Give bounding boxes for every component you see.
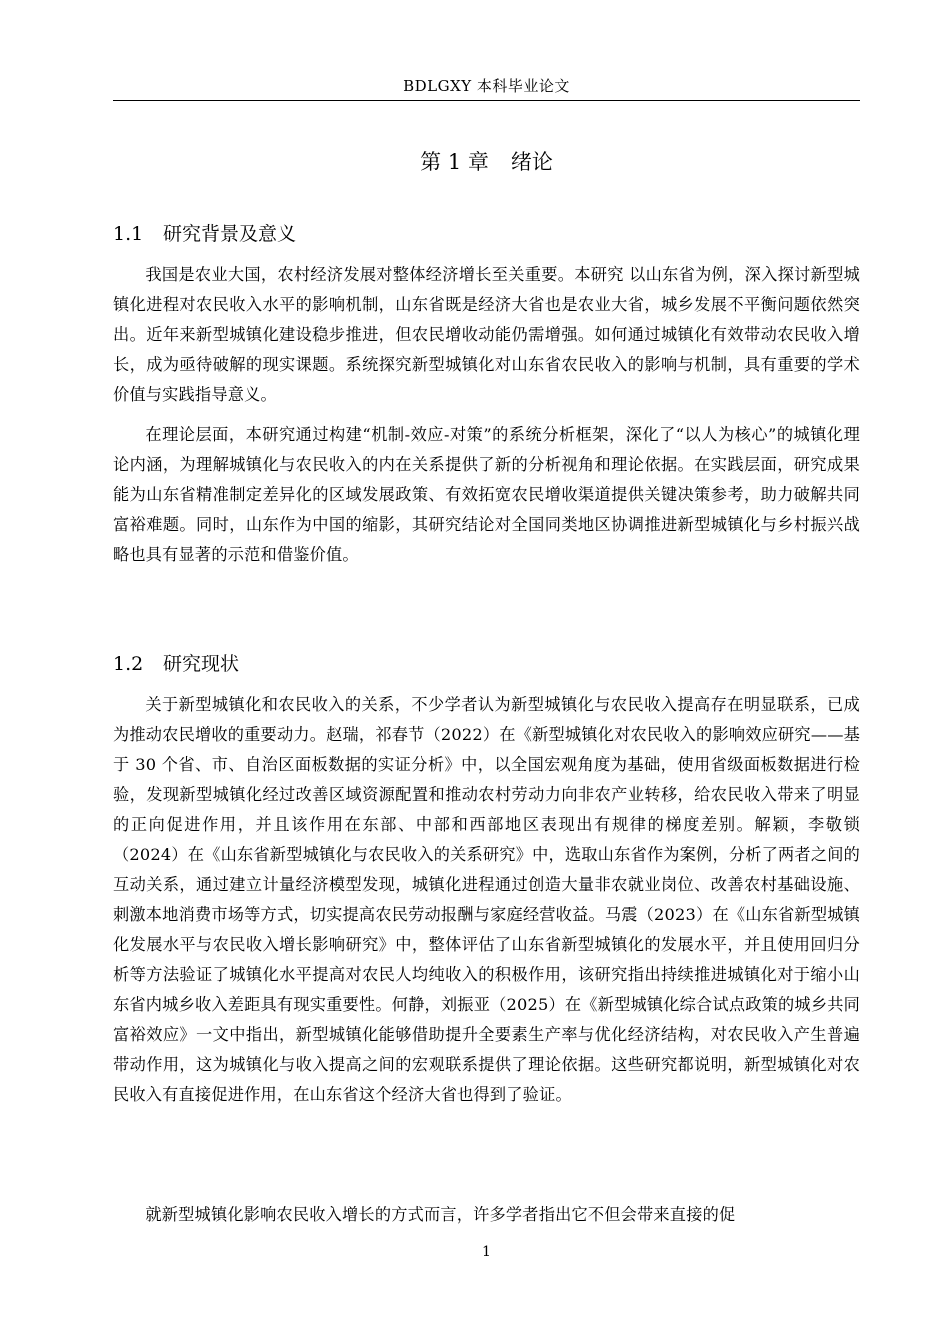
paragraph-mechanism-start: 就新型城镇化影响农民收入增长的方式而言，许多学者指出它不但会带来直接的促 [145, 1205, 736, 1224]
section-number: 1.1 [113, 223, 144, 245]
paragraph-background: 我国是农业大国，农村经济发展对整体经济增长至关重要。本研究 以山东省为例，深入探讨新型城镇化进程对农民收入水平的影响机制，山东省既是经济大省也是农业大省，城乡发展不平衡问题依然突出。近年来新型城镇化建设稳步推进，但农民增收动能仍需增强。如何通过城镇化有效带动农民收入增长，成为亟待破解的现实课题。系统探究新型城镇化对山东省农民收入的影响与机制，具有重要的学术价值与实践指导意义。 [113, 265, 860, 404]
section-number: 1.2 [113, 653, 144, 675]
section-title: 研究背景及意义 [163, 223, 297, 245]
section-title: 研究现状 [163, 653, 240, 675]
section-heading-1-2 [113, 650, 860, 678]
header-rule [113, 100, 860, 101]
paragraph-significance: 在理论层面，本研究通过构建“机制-效应-对策”的系统分析框架，深化了“以人为核心”的城镇化理论内涵，为理解城镇化与农民收入的内在关系提供了新的分析视角和理论依据。在实践层面，研究成果能为山东省精准制定差异化的区域发展政策、有效拓宽农民增收渠道提供关键决策参考，助力破解共同富裕难题。同时，山东作为中国的缩影，其研究结论对全国同类地区协调推进新型城镇化与乡村振兴战略也具有显著的示范和借鉴价值。 [113, 425, 860, 564]
page-number: 1 [482, 1244, 491, 1260]
chapter-title [113, 146, 860, 178]
chapter-title-text: 绪论 [510, 150, 553, 174]
chapter-number: 第 1 章 [420, 150, 489, 174]
running-header: BDLGXY 本科毕业论文 [403, 77, 570, 95]
paragraph-literature-review: 关于新型城镇化和农民收入的关系，不少学者认为新型城镇化与农民收入提高存在明显联系，已成为推动农民增收的重要动力。赵瑞，祁春节（2022）在《新型城镇化对农民收入的影响效应研究——基于 30 个省、市、自治区面板数据的实证分析》中，以全国宏观角度为基础，使用省级面板数据进行检验，发现新型城镇化经过改善区域资源配置和推动农村劳动力向非农产业转移，给农民收入带来了明显的正向促进作用，并且该作用在东部、中部和西部地区表现出有规律的梯度差别。解颖，李敬锁（2024）在《山东省新型城镇化与农民收入的关系研究》中，选取山东省作为案例，分析了两者之间的互动关系，通过建立计量经济模型发现，城镇化进程通过创造大量非农就业岗位、改善农村基础设施、刺激本地消费市场等方式，切实提高农民劳动报酬与家庭经营收益。马震（2023）在《山东省新型城镇化发展水平与农民收入增长影响研究》中，整体评估了山东省新型城镇化的发展水平，并且使用回归分析等方法验证了城镇化水平提高对农民人均纯收入的积极作用，该研究指出持续推进城镇化对于缩小山东省内城乡收入差距具有现实重要性。何静，刘振亚（2025）在《新型城镇化综合试点政策的城乡共同富裕效应》一文中指出，新型城镇化能够借助提升全要素生产率与优化经济结构，对农民收入产生普遍带动作用，这为城镇化与收入提高之间的宏观联系提供了理论依据。这些研究都说明，新型城镇化对农民收入有直接促进作用，在山东省这个经济大省也得到了验证。 [113, 695, 860, 1104]
section-heading-1-1 [113, 220, 860, 248]
